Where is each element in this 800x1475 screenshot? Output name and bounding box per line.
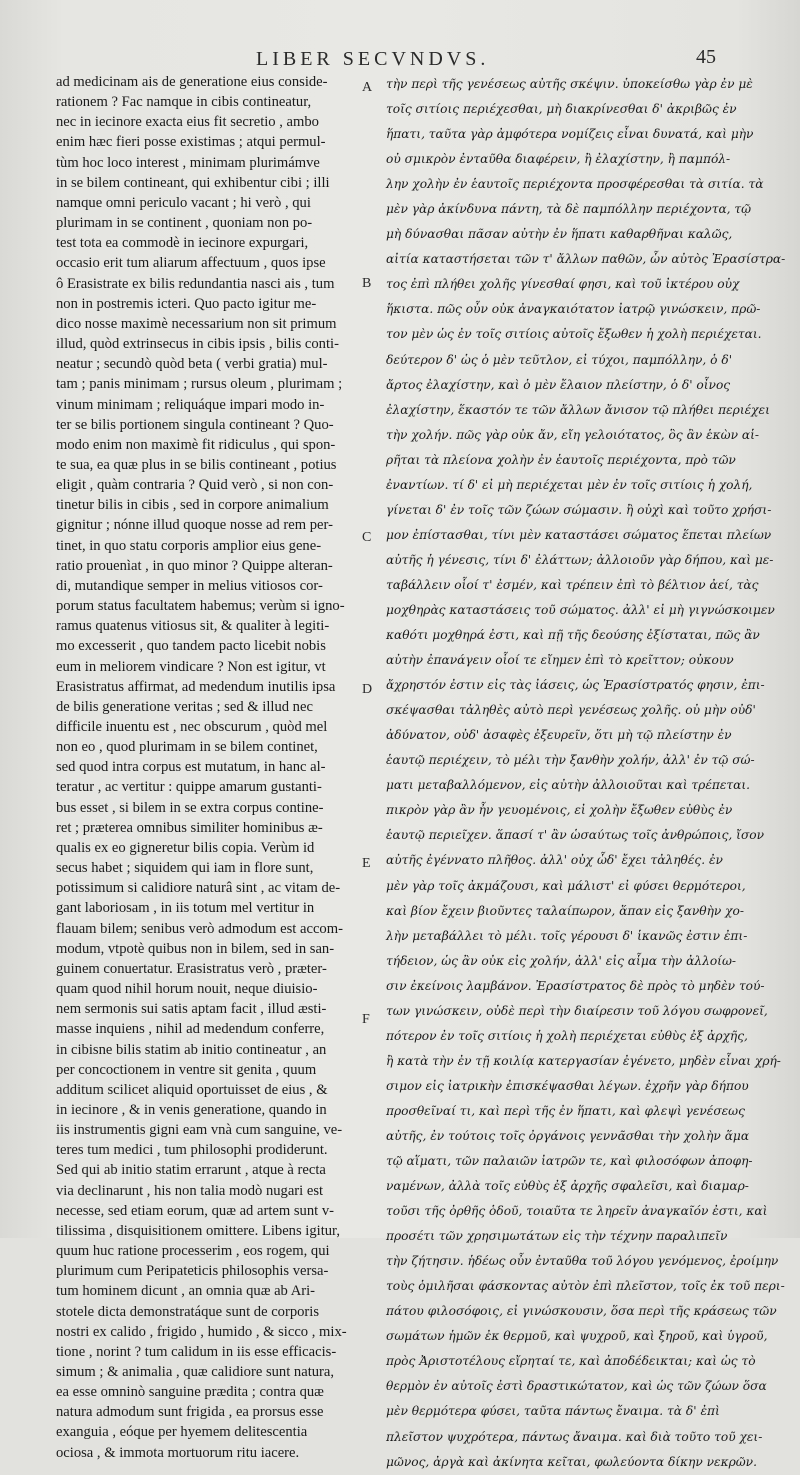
latin-text-line: ret ; præterea omnibus similiter hominibus æ-	[56, 819, 323, 836]
greek-text-line: αἰτία καταστήσεται τῶν τ' ἄλλων παθῶν, ὧν αὐτὸς Ἐρασίστρα-	[386, 252, 786, 267]
greek-text-line: αὐτῆς ἐγέννατο πλῆθος. ἀλλ' οὐχ ὧδ' ἔχει τἀληθές. ἐν	[386, 853, 723, 868]
latin-text-line: non eo , quod plurimam in se bilem continet,	[56, 739, 318, 756]
latin-text-line: neatur ; secundò quòd beta ( verbi gratia) mul-	[56, 356, 328, 373]
margin-letter-a: A	[362, 80, 373, 95]
greek-text-line: πότερον ἐν τοῖς σιτίοις ἡ χολὴ περιέχεται εὐθὺς ἐξ ἀρχῆς,	[386, 1028, 748, 1043]
greek-text-line: αὐτῆς, ἐν τούτοις τοῖς ὀργάνοις γεννᾶσθαι τὴν χολὴν ἅμα	[386, 1128, 750, 1143]
latin-text-line: additum scilicet aliquid oportuisset de eius , &	[56, 1081, 328, 1098]
latin-text-line: tam ; panis minimam ; rursus oleum , plurimam ;	[56, 376, 343, 393]
latin-text-line: in se bilem contineant, qui exhibentur cibi ; illi	[56, 174, 330, 191]
greek-text-line: πάτου φιλοσόφοις, εἰ γινώσκουσιν, ὅσα περὶ τῆς κράσεως τῶν	[386, 1304, 777, 1319]
greek-text-line: καὶ βίον ἔχειν βιοῦντες ταλαίπωρον, ἅπαν εἰς ξανθὴν χο-	[386, 903, 745, 918]
margin-letter-d: D	[362, 682, 373, 697]
latin-text-line: enim hæc fieri posse existimas ; atqui permul-	[56, 134, 326, 151]
latin-text-line: via declinarunt , his non talia modò nugari est	[56, 1182, 324, 1199]
latin-text-line: non in postremis icteri. Quo pacto igitur me-	[56, 295, 317, 312]
latin-text-line: Sed qui ab initio statim errarunt , atque à recta	[56, 1162, 326, 1179]
latin-text-line: iis instrumentis gigni eam vnà cum sanguine, ve-	[56, 1122, 343, 1139]
greek-text-line: ματι μεταβαλλόμενον, εἰς αὐτὴν ἀλλοιοῦται καὶ τρέπεται.	[386, 778, 751, 793]
latin-text-line: illud, quòd extrinsecus in cibis ipsis , bilis conti-	[56, 336, 339, 353]
greek-text-line: μὴ δύνασθαι πᾶσαν αὐτὴν ἐν ἥπατι καθαρθῆναι καλῶς,	[386, 227, 733, 242]
latin-text-line: masse inquiens , nihil ad medendum conferre,	[56, 1021, 325, 1038]
greek-text-line: σκέψασθαι τἀληθὲς αὐτὸ περὶ γενέσεως χολῆς. οὐ μὴν οὐδ'	[386, 703, 756, 718]
greek-text-line: ἢ κατὰ τὴν ἐν τῇ κοιλίᾳ κατεργασίαν ἐγένετο, μηδὲν εἶναι χρή-	[386, 1053, 781, 1068]
latin-text-line: teres tum medici , tum philosophi prodiderunt.	[56, 1142, 328, 1159]
greek-text-line: ταβάλλειν οἷοί τ' ἐσμέν, καὶ τρέπειν ἐπὶ τὸ βέλτιον ἀεί, τὰς	[386, 577, 759, 592]
greek-text-line: αὐτῆς ἡ γένεσις, τίνι δ' ἐλάττων; ἀλλοιοῦν γὰρ δήπου, καὶ με-	[386, 552, 774, 567]
latin-text-line: porum status facultatem habemus; verùm si igno-	[56, 598, 345, 615]
latin-text-line: sed quod intra corpus est mutatum, in hanc al-	[56, 759, 326, 776]
latin-text-line: test tota ea commodè in iecinore expurgari,	[56, 235, 309, 252]
latin-text-line: quam quod nihil horum nouit, neque diuisio-	[56, 981, 318, 998]
greek-text-line: πλεῖστον ψυχρότερα, πάντως ἄναιμα. καὶ διὰ τοῦτο τοῦ χει-	[386, 1429, 763, 1444]
latin-text-line: teratur , ac vertitur : quippe amarum gustanti-	[56, 779, 322, 796]
greek-text-line: προσθεῖναί τι, καὶ περὶ τῆς ἐν ἥπατι, καὶ φλεψὶ γενέσεως	[386, 1103, 745, 1118]
greek-text-line: ἥπατι, ταῦτα γὰρ ἀμφότερα νομίζεις εἶναι δυνατά, καὶ μὴν	[386, 127, 754, 142]
page-number: 45	[696, 46, 716, 68]
latin-text-line: plurimam in se continent , quoniam non po-	[56, 215, 313, 232]
greek-text-line: σιμον εἰς ἰατρικὴν ἐπισκέψασθαι λέγων. ἐχρῆν γὰρ δήπου	[386, 1078, 749, 1093]
greek-text-line: τὴν περὶ τῆς γενέσεως αὐτῆς σκέψιν. ὑποκείσθω γὰρ ἐν μὲ	[386, 77, 753, 91]
margin-letter-f: F	[362, 1012, 370, 1027]
latin-text-line: qualis ex eo gigneretur bilis copia. Verùm id	[56, 839, 315, 856]
latin-text-line: necesse, sed etiam eorum, quæ ad artem sunt v-	[56, 1202, 335, 1219]
greek-text-line: σιν ἐκείνοις λαμβάνον. Ἐρασίστρατος δὲ πρὸς τὸ μηδὲν τού-	[386, 978, 765, 993]
greek-text-line: αὐτὴν ἐπανάγειν οἷοί τε εἴημεν ἐπὶ τὸ κρεῖττον; οὐκουν	[386, 653, 734, 668]
greek-text-line: πρὸς Ἀριστοτέλους εἴρηταί τε, καὶ ἀποδέδεικται; καὶ ὡς τὸ	[386, 1354, 756, 1369]
page-header	[0, 44, 800, 74]
latin-text-line: stotele dicta demonstratáque sunt de corporis	[56, 1303, 320, 1320]
latin-text-line: tinet, in quo statu corporis amplior eius gene-	[56, 537, 322, 554]
latin-text-line: nec in iecinore exacta eius fit secretio , ambo	[56, 114, 319, 131]
latin-text-line: nostri ex calido , frigido , humido , & sicco , mix-	[56, 1323, 347, 1340]
latin-text-line: difficile inuentu est , nec obscurum , quòd mel	[56, 719, 328, 735]
greek-text-line: σωμάτων ἡμῶν ἐκ θερμοῦ, καὶ ψυχροῦ, καὶ ξηροῦ, καὶ ὑγροῦ,	[386, 1329, 768, 1344]
latin-text-line: plurimum cum Peripateticis philosophis versa-	[56, 1263, 329, 1280]
latin-text-line: in cibisne bilis statim ab initio contineatur , an	[56, 1041, 327, 1058]
greek-text-line: ἄρτος ἐλαχίστην, καὶ ὁ μὲν ἔλαιον πλείστην, ὁ δ' οἶνος	[386, 377, 731, 392]
running-title: LIBER SECVNDVS.	[256, 48, 490, 70]
margin-letter-b: B	[362, 276, 372, 291]
greek-text-line: τοὺς ὁμιλῆσαι φάσκοντας αὐτὸν ἐπὶ πλεῖστον, τοῖς ἐκ τοῦ περι-	[386, 1279, 785, 1294]
greek-text-line: ἑαυτῷ περιεῖχεν. ἅπασί τ' ἂν ὡσαύτως τοῖς ἀνθρώποις, ἴσον	[386, 828, 765, 843]
latin-text-line: dico nosse maximè necessarium non sit primum	[56, 315, 337, 332]
greek-column	[376, 72, 786, 1475]
latin-text-line: te sua, ea quæ plus in se bilis contineant , potius	[56, 456, 337, 473]
greek-text-line: θερμὸν ἐν αὐτοῖς ἐστὶ δραστικώτατον, καὶ ὡς τῶν ζώων ὅσα	[386, 1379, 767, 1394]
latin-text-line: eum in meliorem vindicare ? Non est igitur, vt	[56, 658, 326, 675]
greek-text-line: των γινώσκειν, οὐδὲ περὶ τὴν διαίρεσιν τοῦ λόγου σωφρονεῖ,	[386, 1003, 768, 1018]
latin-text-line: nem sermonis sui satis aptam facit , illud æsti-	[56, 1001, 327, 1018]
greek-text-line: τὴν χολήν. πῶς γὰρ οὐκ ἄν, εἴη γελοιότατος, ὃς ἂν ἑκὼν αἱ-	[386, 427, 759, 442]
latin-text-line: ea esse omninò sanguine prædita ; contra quæ	[56, 1384, 324, 1401]
greek-text-line: πικρὸν γὰρ ἂν ἦν γευομένοις, εἰ χολὴν ἔξωθεν εὐθὺς ἐν	[386, 803, 733, 818]
latin-text-line: ratio prouenìat , in quo minor ? Quippe alteran-	[56, 557, 333, 574]
latin-text-line: modo enim non maximè fit ridiculus , qui spon-	[56, 436, 336, 453]
greek-text-line: ἑαυτῷ περιέχειν, τὸ μέλι τὴν ξανθὴν χολήν, ἀλλ' ἐν τῷ σώ-	[386, 753, 755, 768]
latin-text-line: ô Erasistrate ex bilis redundantia nasci ais , tum	[56, 275, 335, 292]
greek-text-line: ρῆται τὰ πλείονα χολὴν ἐν ἑαυτοῖς περιέχοντα, πρὸ τῶν	[386, 452, 736, 467]
greek-text-line: τῷ αἵματι, τῶν παλαιῶν ἰατρῶν τε, καὶ φιλοσόφων ἀποφη-	[386, 1154, 753, 1169]
latin-text-line: occasio erit tum aliarum affectuum , quos ipse	[56, 255, 326, 272]
margin-letter-c: C	[362, 530, 372, 545]
latin-text-line: modum, vtpotè quibus non in bilem, sed in san-	[56, 940, 335, 957]
latin-text-line: simum ; & animalia , quæ calidiore sunt natura,	[56, 1364, 335, 1380]
latin-text-line: tinetur bilis in cibis , sed in corpore animalium	[56, 497, 329, 514]
greek-text-line: ἀδύνατον, οὐδ' ἀσαφὲς ἐξευρεῖν, ὅτι μὴ τῷ πλείστην ἐν	[386, 728, 732, 743]
greek-text-line: τοῖς σιτίοις περιέχεσθαι, μὴ διακρίνεσθαι δ' ἀκριβῶς ἐν	[386, 102, 737, 117]
latin-text-line: in iecinore , & in venis generatione, quando in	[56, 1101, 327, 1118]
greek-text-line: καθότι μοχθηρά ἐστι, καὶ πῇ τῆς δεούσης ἐξίσταται, πῶς ἂν	[386, 628, 760, 643]
greek-text-line: προσέτι τῶν χρησιμωτάτων εἰς τὴν τέχνην παραλιπεῖν	[386, 1229, 728, 1244]
latin-text-line: potissimum si calidiore naturâ sint , ac vitam de-	[56, 880, 341, 897]
greek-text-line: ἥκιστα. πῶς οὖν οὐκ ἀναγκαιότατον ἰατρῷ γινώσκειν, πρῶ-	[386, 302, 761, 317]
greek-text-line: μὲν γὰρ ἀκίνδυνα πάντη, τὰ δὲ παμπόλλην περιέχοντα, τῷ	[386, 202, 752, 217]
greek-text-line: οὐ σμικρὸν ἐνταῦθα διαφέρειν, ἢ ἐλαχίστην, ἢ παμπόλ-	[386, 152, 731, 167]
latin-text-line: ociosa , & immota mortuorum ritu iacere.	[56, 1444, 300, 1461]
latin-column	[56, 72, 362, 1463]
latin-text-line: quum huc ratione processerim , eos rogem, qui	[56, 1243, 330, 1260]
greek-text-line: τοῦσι τῆς ὀρθῆς ὁδοῦ, τοιαῦτα τε ληρεῖν ἀναγκαῖόν ἐστι, καὶ	[386, 1204, 768, 1219]
greek-text-line: τήδειον, ὡς ἂν οὐκ εἰς χολήν, ἀλλ' εἰς αἷμα τὴν ἀλλοίω-	[386, 953, 737, 968]
latin-text-line: tilissima , disquisitionem omittere. Libens igitur,	[56, 1222, 340, 1239]
latin-text-line: de bilis generatione veritas ; sed & illud nec	[56, 698, 313, 715]
greek-text-line: μὲν θερμότερα φύσει, ταῦτα πάντως ἔναιμα. τὰ δ' ἐπὶ	[386, 1404, 720, 1419]
latin-text-line: ad medicinam ais de generatione eius conside-	[56, 74, 328, 90]
greek-text-line: μῶνος, ἀργὰ καὶ ἀκίνητα κεῖται, φωλεύοντα δίκην νεκρῶν.	[386, 1454, 757, 1469]
latin-text-line: exanguia , eóque per hyemem delitescentia	[56, 1424, 308, 1441]
greek-text-line: τὴν ζήτησιν. ἡδέως οὖν ἐνταῦθα τοῦ λόγου γενόμενος, ἐροίμην	[386, 1254, 779, 1269]
greek-text-line: ἄχρηστόν ἐστιν εἰς τὰς ἰάσεις, ὡς Ἐρασίστρατός φησιν, ἐπι-	[386, 678, 765, 693]
latin-text-line: gignitur ; nónne illud quoque nosse ad rem per-	[56, 517, 333, 534]
greek-text-line: λὴν μεταβάλλει τὸ μέλι. τοῖς γέρουσι δ' ἱκανῶς ἐστιν ἐπι-	[386, 928, 748, 943]
greek-text-line: ἐλαχίστην, ἕκαστόν τε τῶν ἄλλων ἄνισον τῷ πλήθει περιέχει	[386, 402, 770, 417]
latin-text-line: bus esset , si bilem in se extra corpus contine-	[56, 799, 324, 816]
latin-text-line: tione , norint ? tum calidum in iis esse efficacis-	[56, 1343, 337, 1360]
greek-text-line: τον μὲν ὡς ἐν τοῖς σιτίοις αὐτοῖς ἔξωθεν ἡ χολὴ περιέχεται.	[386, 327, 762, 342]
latin-text-line: guinem conuertatur. Erasistratus verò , præter-	[56, 960, 327, 977]
margin-letter-e: E	[362, 856, 371, 871]
latin-text-line: mo excesserit , quo tandem pacto licebit nobis	[56, 638, 326, 655]
greek-text-line: μοχθηρὰς καταστάσεις τοῦ σώματος. ἀλλ' εἰ μὴ γιγνώσκοιμεν	[386, 602, 775, 617]
latin-text-line: natura admodum sunt frigida , ea prorsus esse	[56, 1404, 324, 1421]
latin-text-line: vinum minimam ; reliquáque impari modo in-	[56, 396, 325, 413]
latin-text-line: tùm hoc loco interest , minimam plurimámve	[56, 154, 320, 171]
latin-text-line: namque omni periculo vacant ; hi verò , qui	[56, 194, 311, 211]
latin-text-line: di, mutandique semper in melius vitiosos cor-	[56, 577, 323, 594]
greek-text-line: ναμένων, ἀλλὰ τοῖς εὐθὺς ἐξ ἀρχῆς σφαλεῖσι, καὶ διαμαρ-	[386, 1179, 749, 1194]
greek-text-line: ἐναντίων. τί δ' εἰ μὴ περιέχεται μὲν ἐν τοῖς σιτίοις ἡ χολή,	[386, 477, 753, 492]
latin-text-line: per concoctionem in ventre sit genita , quum	[56, 1061, 317, 1078]
greek-text-line: δεύτερον δ' ὡς ὁ μὲν τεῦτλον, εἰ τύχοι, παμπόλλην, ὁ δ'	[386, 352, 733, 367]
latin-text-line: eligit , quàm contraria ? Quid verò , si non con-	[56, 477, 334, 494]
latin-text-line: Erasistratus affirmat, ad medendum inutilis ipsa	[56, 678, 336, 695]
greek-text-line: μον ἐπίστασθαι, τίνι μὲν καταστάσει σώματος ἕπεται πλείων	[386, 527, 772, 542]
latin-text-line: flauam bilem; senibus verò admodum est accom-	[56, 920, 343, 937]
greek-text-line: τος ἐπὶ πλήθει χολῆς γίνεσθαί φησι, καὶ τοῦ ἰκτέρου οὐχ	[386, 277, 740, 292]
latin-text-line: gant laboriosam , in iis totum mel vertitur in	[56, 900, 315, 917]
greek-text-line: μὲν γὰρ τοῖς ἀκμάζουσι, καὶ μάλιστ' εἰ φύσει θερμότεροι,	[386, 878, 746, 893]
greek-text-line: γίνεται δ' ἐν τοῖς τῶν ζώων σώμασιν. ἢ οὐχὶ καὶ τοῦτο χρήσι-	[386, 502, 772, 517]
latin-text-line: tum hominem dicunt , an omnia quæ ab Ari-	[56, 1283, 316, 1300]
latin-text-line: secus habet ; siquidem qui iam in flore sunt,	[56, 860, 314, 877]
latin-text-line: ramus quatenus vitiosus sit, & qualiter à legiti-	[56, 618, 330, 635]
latin-text-line: rationem ? Fac namque in cibis contineatur,	[56, 94, 312, 111]
greek-text-line: λην χολὴν ἐν ἑαυτοῖς περιέχοντα προσφέρεσθαι τὰ σιτία. τὰ	[386, 177, 764, 192]
latin-text-line: ter se bilis portionem singula contineant ? Quo-	[56, 416, 334, 433]
